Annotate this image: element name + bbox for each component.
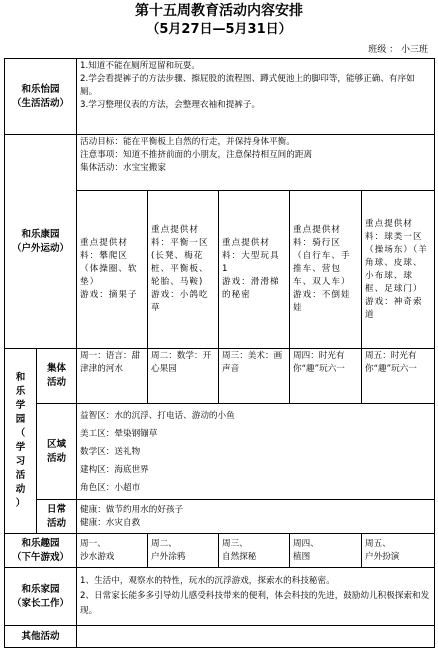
learning-label: 和 乐 学 园 （ 学 习 活 动 ） bbox=[5, 349, 37, 534]
health-day-3: 重点提供材料：大型玩具1 游戏：滑滑梯的秘密 bbox=[219, 191, 290, 349]
health-day-4: 重点提供材料：骑行区（自行车、手推车、营包车、双人车） 游戏：不倒娃娃 bbox=[290, 191, 362, 349]
life-label: 和乐怡园 （生活活动） bbox=[5, 59, 77, 135]
fun-day-3: 周三、 自然探秘 bbox=[219, 534, 290, 568]
other-content bbox=[77, 626, 435, 648]
area-activity-content bbox=[77, 404, 435, 500]
daily-item: 健康：水灾自救 bbox=[80, 517, 141, 528]
family-item: 2、日常家长能多多引导幼儿感受科技带来的便利，体会科技的先进，鼓励幼儿积极探索和发现。 bbox=[80, 591, 430, 616]
area-item: 数学区：送礼物 bbox=[80, 446, 141, 457]
daily-activity-label: 日常 活动 bbox=[37, 500, 77, 534]
area-item: 益智区：水的沉浮、打电话、游动的小鱼 bbox=[80, 410, 235, 421]
fun-label: 和乐趣园 （下午游戏） bbox=[5, 534, 77, 568]
life-content bbox=[77, 59, 435, 135]
group-day-5: 周五：时光有你“趣”玩六一 bbox=[362, 349, 435, 404]
daily-item: 健康：做节约用水的好孩子 bbox=[80, 504, 184, 515]
health-label: 和乐康园 （户外运动） bbox=[5, 135, 77, 349]
group-day-4: 周四：时光有你“趣”玩六一 bbox=[290, 349, 362, 404]
area-activity-label: 区域 活动 bbox=[37, 404, 77, 500]
learning-area-row bbox=[5, 404, 435, 500]
life-item: 1.知道不能在厕所逗留和玩耍。 bbox=[80, 61, 200, 71]
other-row bbox=[5, 626, 435, 648]
page-title: 第十五周教育活动内容安排 bbox=[135, 3, 303, 19]
health-goal: 活动目标：能在平衡板上自然的行走，并保持身体平衡。 bbox=[80, 137, 295, 147]
fun-row bbox=[5, 534, 435, 568]
family-content bbox=[77, 568, 435, 626]
fun-day-1: 周一、 沙水游戏 bbox=[77, 534, 148, 568]
area-item: 美工区：晕染钢镚草 bbox=[80, 428, 158, 439]
health-group: 集体活动：水宝宝搬家 bbox=[80, 163, 166, 173]
other-label: 其他活动 bbox=[5, 626, 77, 648]
family-label: 和乐家园 （家长工作） bbox=[5, 568, 77, 626]
learning-daily-row bbox=[5, 500, 435, 534]
health-day-1: 重点提供材料：攀爬区（体操圈、软垫） 游戏：摘果子 bbox=[77, 191, 148, 349]
group-activity-label: 集体 活动 bbox=[37, 349, 77, 404]
family-row bbox=[5, 568, 435, 626]
life-row bbox=[5, 59, 435, 135]
schedule-table bbox=[4, 58, 435, 648]
family-item: 1、生活中，观察水的特性，玩水的沉浮游戏，探索水的科技秘密。 bbox=[80, 576, 335, 586]
learning-group-row bbox=[5, 349, 435, 404]
group-day-3: 周三：美术：画声音 bbox=[219, 349, 290, 404]
area-item: 角色区：小超市 bbox=[80, 482, 141, 493]
fun-day-2: 周二、 户外涂鸦 bbox=[148, 534, 219, 568]
daily-activity-content bbox=[77, 500, 435, 534]
area-item: 建构区：海底世界 bbox=[80, 464, 149, 475]
group-day-2: 周二：数学：开心果园 bbox=[148, 349, 219, 404]
health-general bbox=[77, 135, 435, 191]
health-goal-row bbox=[5, 135, 435, 191]
health-day-5: 重点提供材料：球类一区（操场东）（羊角球、皮球、小布球、球框、足球门） 游戏：神奇索道 bbox=[362, 191, 435, 349]
fun-day-4: 周四、 植图 bbox=[290, 534, 362, 568]
health-day-2: 重点提供材料：平衡一区(长凳、梅花桩、平衡板、轮胎、马鞍) 游戏：小鸽吃草 bbox=[148, 191, 219, 349]
class-label: 班级 ： 小三班 bbox=[368, 45, 428, 55]
health-notes: 注意事项：知道不推挤前面的小朋友，注意保持相互间的距离 bbox=[80, 150, 313, 160]
date-range: （5月27日—5月31日） bbox=[146, 22, 292, 37]
fun-day-5: 周五、 户外扮演 bbox=[362, 534, 435, 568]
life-item: 2.学会看提裤子的方法步骤、擦屁股的流程图、蹲式便池上的脚印等，能够正确、有序如厕。 bbox=[80, 74, 415, 97]
group-day-1: 周一：语言：甜津津的河水 bbox=[77, 349, 148, 404]
life-item: 3.学习整理仪表的方法，会整理衣袖和提裤子。 bbox=[80, 100, 261, 110]
